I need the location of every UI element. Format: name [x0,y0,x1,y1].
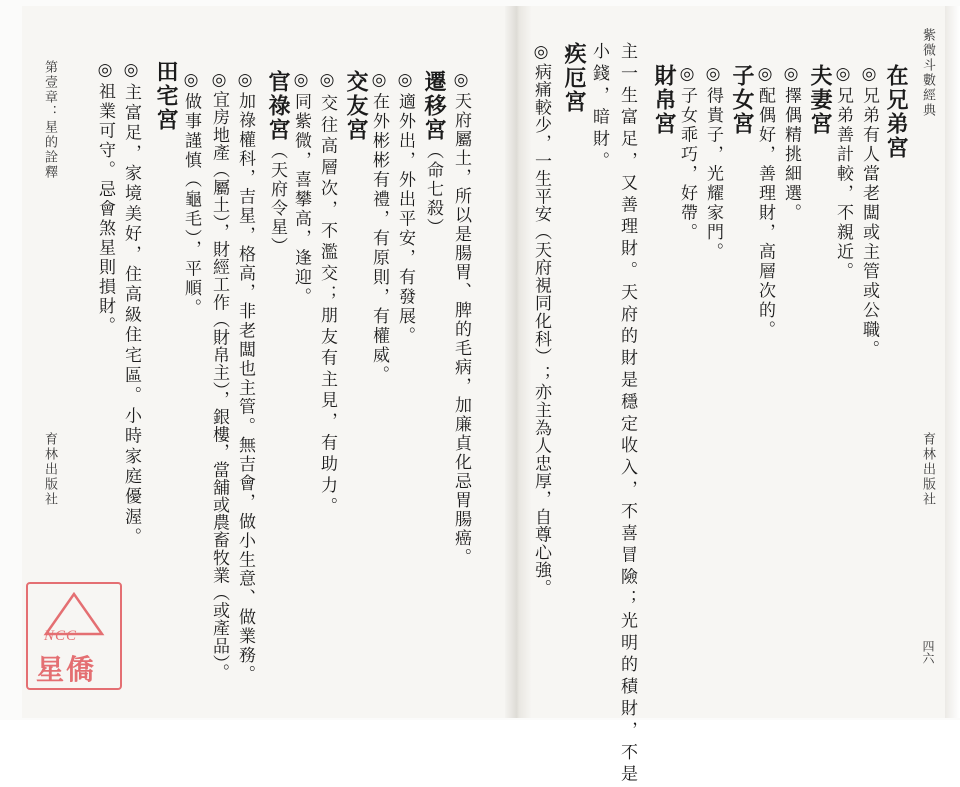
text-line: ◎在外彬彬有禮，有原則，有權威。 [369,70,389,385]
heading-migration [418,70,449,237]
heading-migration-text: 遷移宮 [421,70,446,142]
heading-career [262,70,293,256]
text-line: ◎主富足，家境美好，住高級住宅區。小時家庭優渥。 [121,60,141,548]
text-line: ◎配偶好，善理財，高層次的。 [755,64,775,340]
book-gutter [505,6,531,718]
stamp-name-text: 星僑 [36,653,97,686]
heading-spouse: 夫妻宮 [807,64,832,136]
text-line: ◎兄弟有人當老闆或主管或公職。 [859,64,879,360]
heading-friends: 交友宮 [343,70,368,142]
publisher-right: 育林出版社 [920,432,935,507]
text-line: ◎宜房地產（屬土），財經工作（財帛主），銀樓，當舖或農畜牧業（或產品）。 [209,70,229,682]
heading-migration-paren: （命七殺） [423,142,443,237]
heading-health: 疾厄宮 [561,42,586,114]
text-line: 小錢，暗財。 [589,42,609,174]
text-line: ◎天府屬土，所以是腸胃、脾的毛病，加廉貞化忌胃腸癌。 [451,70,471,567]
publisher-left: 育林出版社 [42,432,57,507]
text-line: ◎適外出，外出平安，有發展。 [395,70,415,346]
text-line: ◎祖業可守。忌會煞星則損財。 [95,60,115,336]
text-line: ◎得貴子，光耀家門。 [703,64,723,262]
text-line: 主一生富足，又善理財。天府的財是穩定收入，不喜冒險；光明的積財，不是 [617,42,637,787]
text-line: ◎交往高層次，不濫交；朋友有主見，有助力。 [317,70,337,519]
heading-siblings: 在兄弟宮 [883,64,908,160]
heading-children: 子女宮 [729,64,754,136]
text-line: ◎子女乖巧，好帶。 [677,64,697,243]
page-edge [945,6,960,718]
text-line: ◎加祿權科，吉星，格高，非老闆也主管。無吉會，做小生意、做業務。 [235,70,255,685]
text-line: ◎同紫微，喜攀高，逢迎。 [291,70,311,307]
heading-property: 田宅宮 [153,60,178,132]
heading-career-text: 官祿宮 [265,70,290,142]
text-line: ◎兄弟善計較，不親近。 [833,64,853,282]
text-line: ◎病痛較少，一生平安（天府視同化科）；亦主為人忠厚，自尊心強。 [531,42,551,597]
running-footer: 第壹章：星的詮釋 [42,60,57,180]
text-line: ◎做事謹慎（龜毛），平順。 [181,70,201,318]
running-header: 紫微斗數經典 [920,28,935,118]
text-line: ◎擇偶精挑細選。 [781,64,801,223]
page-number: 四六 [921,640,935,664]
heading-career-paren: （天府令星） [267,142,287,256]
heading-wealth: 財帛宮 [651,64,676,136]
stamp-ncc-text: NCC [44,628,78,644]
ncc-stamp-logo [26,582,122,690]
